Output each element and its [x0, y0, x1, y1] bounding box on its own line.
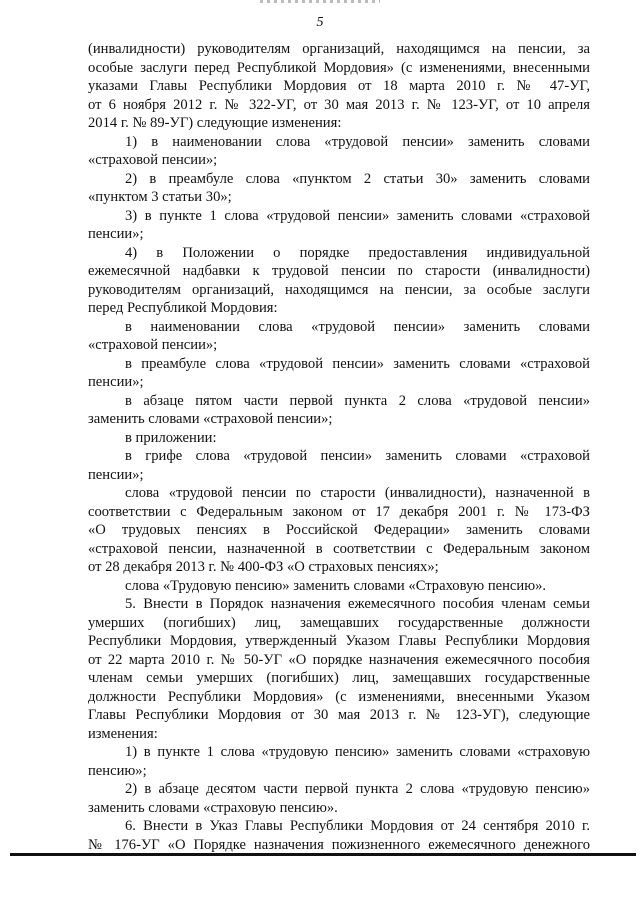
text-line: изменения:	[88, 725, 158, 742]
text-line: Главы Республики Мордовия от 30 мая 2013 г. № 123-УГ), следующие	[88, 707, 590, 723]
text-line: от 28 декабря 2013 г. № 400-ФЗ «О страховых пенсиях»;	[88, 559, 439, 575]
text-line: в абзаце пятом части первой пункта 2 слова «трудовой пенсии»	[125, 392, 590, 409]
text-line: членам семьи умерших (погибших) лиц, замещавших государственные	[88, 670, 590, 686]
text-line: от 6 ноября 2012 г. № 322-УГ, от 30 мая 2013 г. № 123-УГ, от 10 апреля	[88, 96, 590, 113]
text-line: «страховой пенсии»;	[88, 152, 218, 168]
text-line: 2) в абзаце десятом части первой пункта 2 слова «трудовую пенсию»	[125, 781, 590, 797]
document-body	[88, 40, 590, 854]
text-line: соответствии с Федеральным законом от 17 декабря 2001 г. № 173-ФЗ	[88, 503, 590, 520]
text-line: заменить словами «страховую пенсию».	[88, 799, 338, 816]
text-line: пенсии»;	[88, 226, 144, 242]
text-line: в приложении:	[125, 429, 217, 446]
text-line: слова «Трудовую пенсию» заменить словами «Страховую пенсию».	[125, 577, 547, 594]
scan-artifact	[260, 0, 380, 3]
text-line: 3) в пункте 1 слова «трудовой пенсии» заменить словами «страховой	[125, 207, 590, 224]
text-line: «страховой пенсии, назначенной в соответствии с Федеральным законом	[88, 540, 590, 557]
text-line: 6. Внести в Указ Главы Республики Мордовия от 24 сентября 2010 г.	[125, 818, 590, 834]
text-line: пенсию»;	[88, 762, 147, 779]
text-line: (инвалидности) руководителям организаций, находящимся на пенсии, за	[88, 41, 590, 57]
text-line: от 22 марта 2010 г. № 50-УГ «О порядке назначения ежемесячного пособия	[88, 651, 590, 668]
text-line: заменить словами «страховой пенсии»;	[88, 411, 333, 427]
text-line: указами Главы Республики Мордовия от 18 марта 2010 г. № 47-УГ,	[88, 78, 590, 94]
text-line: перед Республикой Мордовия:	[88, 300, 278, 316]
text-line: руководителям организаций, находящимся на пенсии, за особые заслуги	[88, 281, 590, 298]
text-line: «О трудовых пенсиях в Российской Федерации» заменить словами	[88, 522, 590, 538]
text-line: «страховой пенсии»;	[88, 337, 218, 353]
text-line: № 176-УГ «О Порядке назначения пожизненного ежемесячного денежного	[88, 836, 590, 853]
text-line: Республики Мордовия, утвержденный Указом Главы Республики Мордовия	[88, 633, 590, 649]
text-line: пенсии»;	[88, 466, 144, 483]
text-line: должности Республики Мордовия» (с изменениями, внесенными Указом	[88, 688, 590, 705]
text-line: в преамбуле слова «трудовой пенсии» заменить словами «страховой	[125, 355, 590, 372]
page-bottom-rule	[10, 853, 636, 856]
text-line: 5. Внести в Порядок назначения ежемесячного пособия членам семьи	[125, 596, 590, 612]
text-line: 2) в преамбуле слова «пунктом 2 статьи 30» заменить словами	[125, 170, 590, 187]
text-line: умерших (погибших) лиц, замещавших государственные должности	[88, 614, 590, 631]
text-line: слова «трудовой пенсии по старости (инвалидности), назначенной в	[125, 485, 590, 501]
text-line: 4) в Положении о порядке предоставления индивидуальной	[125, 244, 590, 261]
text-line: особые заслуги перед Республикой Мордовия» (с изменениями, внесенными	[88, 59, 590, 76]
text-line: пенсии»;	[88, 374, 144, 390]
page-number: 5	[316, 15, 324, 30]
text-line: 1) в пункте 1 слова «трудовую пенсию» заменить словами «страховую	[125, 744, 590, 760]
text-line: в грифе слова «трудовой пенсии» заменить словами «страховой	[125, 448, 590, 464]
text-line: в наименовании слова «трудовой пенсии» заменить словами	[125, 318, 590, 335]
text-line: ежемесячной надбавки к трудовой пенсии по старости (инвалидности)	[88, 263, 590, 279]
text-line: «пунктом 3 статьи 30»;	[88, 189, 232, 205]
text-line: 1) в наименовании слова «трудовой пенсии» заменить словами	[125, 133, 590, 150]
text-line: 2014 г. № 89-УГ) следующие изменения:	[88, 115, 342, 131]
